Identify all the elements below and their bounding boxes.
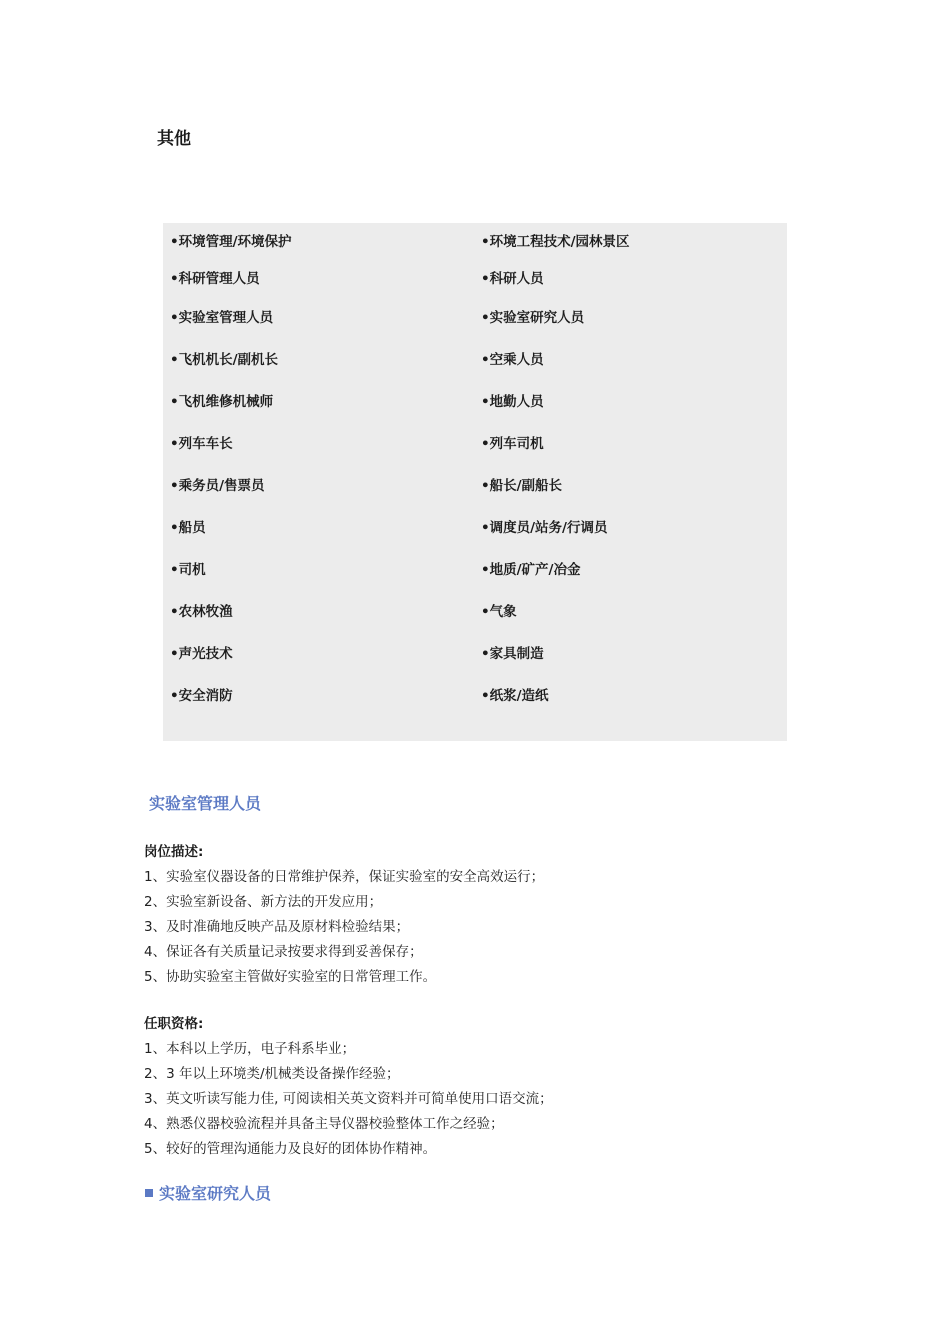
section-title-lab-manager: 实验室管理人员 bbox=[149, 794, 262, 813]
job-category-item: •农林牧渔 bbox=[170, 604, 233, 620]
job-category-item: •地质/矿产/冶金 bbox=[481, 562, 581, 578]
job-category-item: •实验室研究人员 bbox=[481, 310, 585, 326]
job-category-box bbox=[163, 223, 787, 741]
requirement-line: 5、较好的管理沟通能力及良好的团体协作精神。 bbox=[144, 1141, 437, 1157]
requirement-line: 4、熟悉仪器校验流程并具备主导仪器校验整体工作之经验； bbox=[144, 1116, 504, 1132]
job-category-item: •环境工程技术/园林景区 bbox=[481, 234, 630, 250]
job-category-item: •气象 bbox=[481, 604, 517, 620]
square-bullet-icon bbox=[145, 1189, 153, 1197]
job-category-item: •地勤人员 bbox=[481, 394, 544, 410]
requirement-line: 1、本科以上学历，电子科系毕业； bbox=[144, 1041, 356, 1057]
section-title-text: 实验室研究人员 bbox=[159, 1184, 272, 1203]
description-line: 5、协助实验室主管做好实验室的日常管理工作。 bbox=[144, 969, 437, 985]
job-category-item: •科研人员 bbox=[481, 271, 544, 287]
requirement-line: 2、3 年以上环境类/机械类设备操作经验； bbox=[144, 1066, 400, 1082]
job-category-item: •飞机维修机械师 bbox=[170, 394, 274, 410]
job-category-item: •船员 bbox=[170, 520, 206, 536]
job-category-item: •调度员/站务/行调员 bbox=[481, 520, 608, 536]
job-category-grid bbox=[163, 223, 787, 741]
requirement-line: 3、英文听读写能力佳, 可阅读相关英文资料并可简单使用口语交流； bbox=[144, 1091, 553, 1107]
description-line: 1、实验室仪器设备的日常维护保养，保证实验室的安全高效运行； bbox=[144, 869, 545, 885]
job-category-item: •实验室管理人员 bbox=[170, 310, 274, 326]
description-line: 3、及时准确地反映产品及原材料检验结果； bbox=[144, 919, 410, 935]
requirements-label: 任职资格: bbox=[144, 1016, 204, 1032]
job-category-item: •列车车长 bbox=[170, 436, 233, 452]
page-title: 其他 bbox=[157, 129, 191, 149]
job-category-item: •环境管理/环境保护 bbox=[170, 234, 292, 250]
job-category-item: •科研管理人员 bbox=[170, 271, 260, 287]
section-title-lab-researcher bbox=[145, 1181, 271, 1204]
job-category-item: •空乘人员 bbox=[481, 352, 544, 368]
job-category-item: •乘务员/售票员 bbox=[170, 478, 265, 494]
description-label: 岗位描述: bbox=[144, 844, 204, 860]
job-category-item: •司机 bbox=[170, 562, 206, 578]
description-line: 4、保证各有关质量记录按要求得到妥善保存； bbox=[144, 944, 423, 960]
job-category-item: •船长/副船长 bbox=[481, 478, 563, 494]
job-category-item: •纸浆/造纸 bbox=[481, 688, 549, 704]
job-category-item: •声光技术 bbox=[170, 646, 233, 662]
job-category-item: •列车司机 bbox=[481, 436, 544, 452]
description-line: 2、实验室新设备、新方法的开发应用； bbox=[144, 894, 383, 910]
job-category-item: •安全消防 bbox=[170, 688, 233, 704]
job-category-item: •家具制造 bbox=[481, 646, 544, 662]
job-category-item: •飞机机长/副机长 bbox=[170, 352, 279, 368]
